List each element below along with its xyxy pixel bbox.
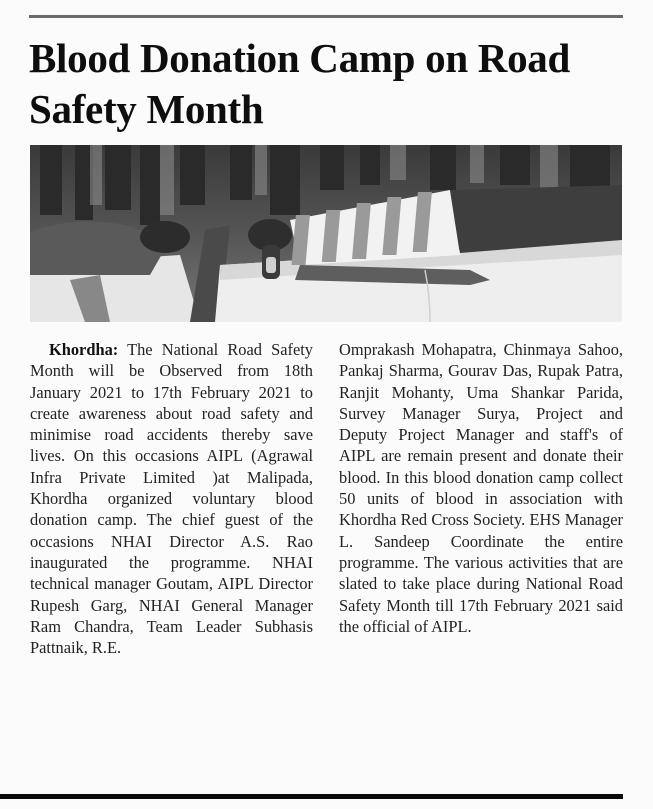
- dateline: Khordha:: [49, 340, 119, 359]
- bottom-divider-rule: [0, 794, 623, 799]
- paragraph-left: [30, 339, 313, 658]
- article-column-left: [30, 339, 313, 658]
- article-photo: [30, 145, 622, 322]
- top-divider-rule: [29, 15, 623, 18]
- photo-blood-donors-icon: [30, 145, 622, 322]
- paragraph-right: Omprakash Mohapatra, Chinmaya Sahoo, Pankaj Sharma, Gourav Das, Rupak Patra, Ranjit Mohanty, Uma Shankar Parida, Survey Manager Surya, Project and Deputy Project Manager and staff's of AIPL are remain present and donate their blood. In this blood donation camp collect 50 units of blood in association with Khordha Red Cross Society. EHS Manager L. Sandeep Coordinate the entire programme. The various activities that are slated to take place during National Road Safety Month till 17th February 2021 said the official of AIPL.: [339, 340, 623, 636]
- column-left-text: The National Road Safety Month will be Observed from 18th January 2021 to 17th February 2021 to create awareness about road safety and minimise road accidents thereby save lives. On this occasions AIPL (Agrawal Infra Private Limited )at Malipada, Khordha organized voluntary blood donation camp. The chief guest of the occasions NHAI Director A.S. Rao inaugurated the programme. NHAI technical manager Goutam, AIPL Director Rupesh Garg, NHAI General Manager Ram Chandra, Team Leader Subhasis Pattnaik, R.E.: [30, 340, 313, 658]
- article-headline: Blood Donation Camp on Road Safety Month: [29, 35, 570, 132]
- article-column-right: [339, 339, 623, 637]
